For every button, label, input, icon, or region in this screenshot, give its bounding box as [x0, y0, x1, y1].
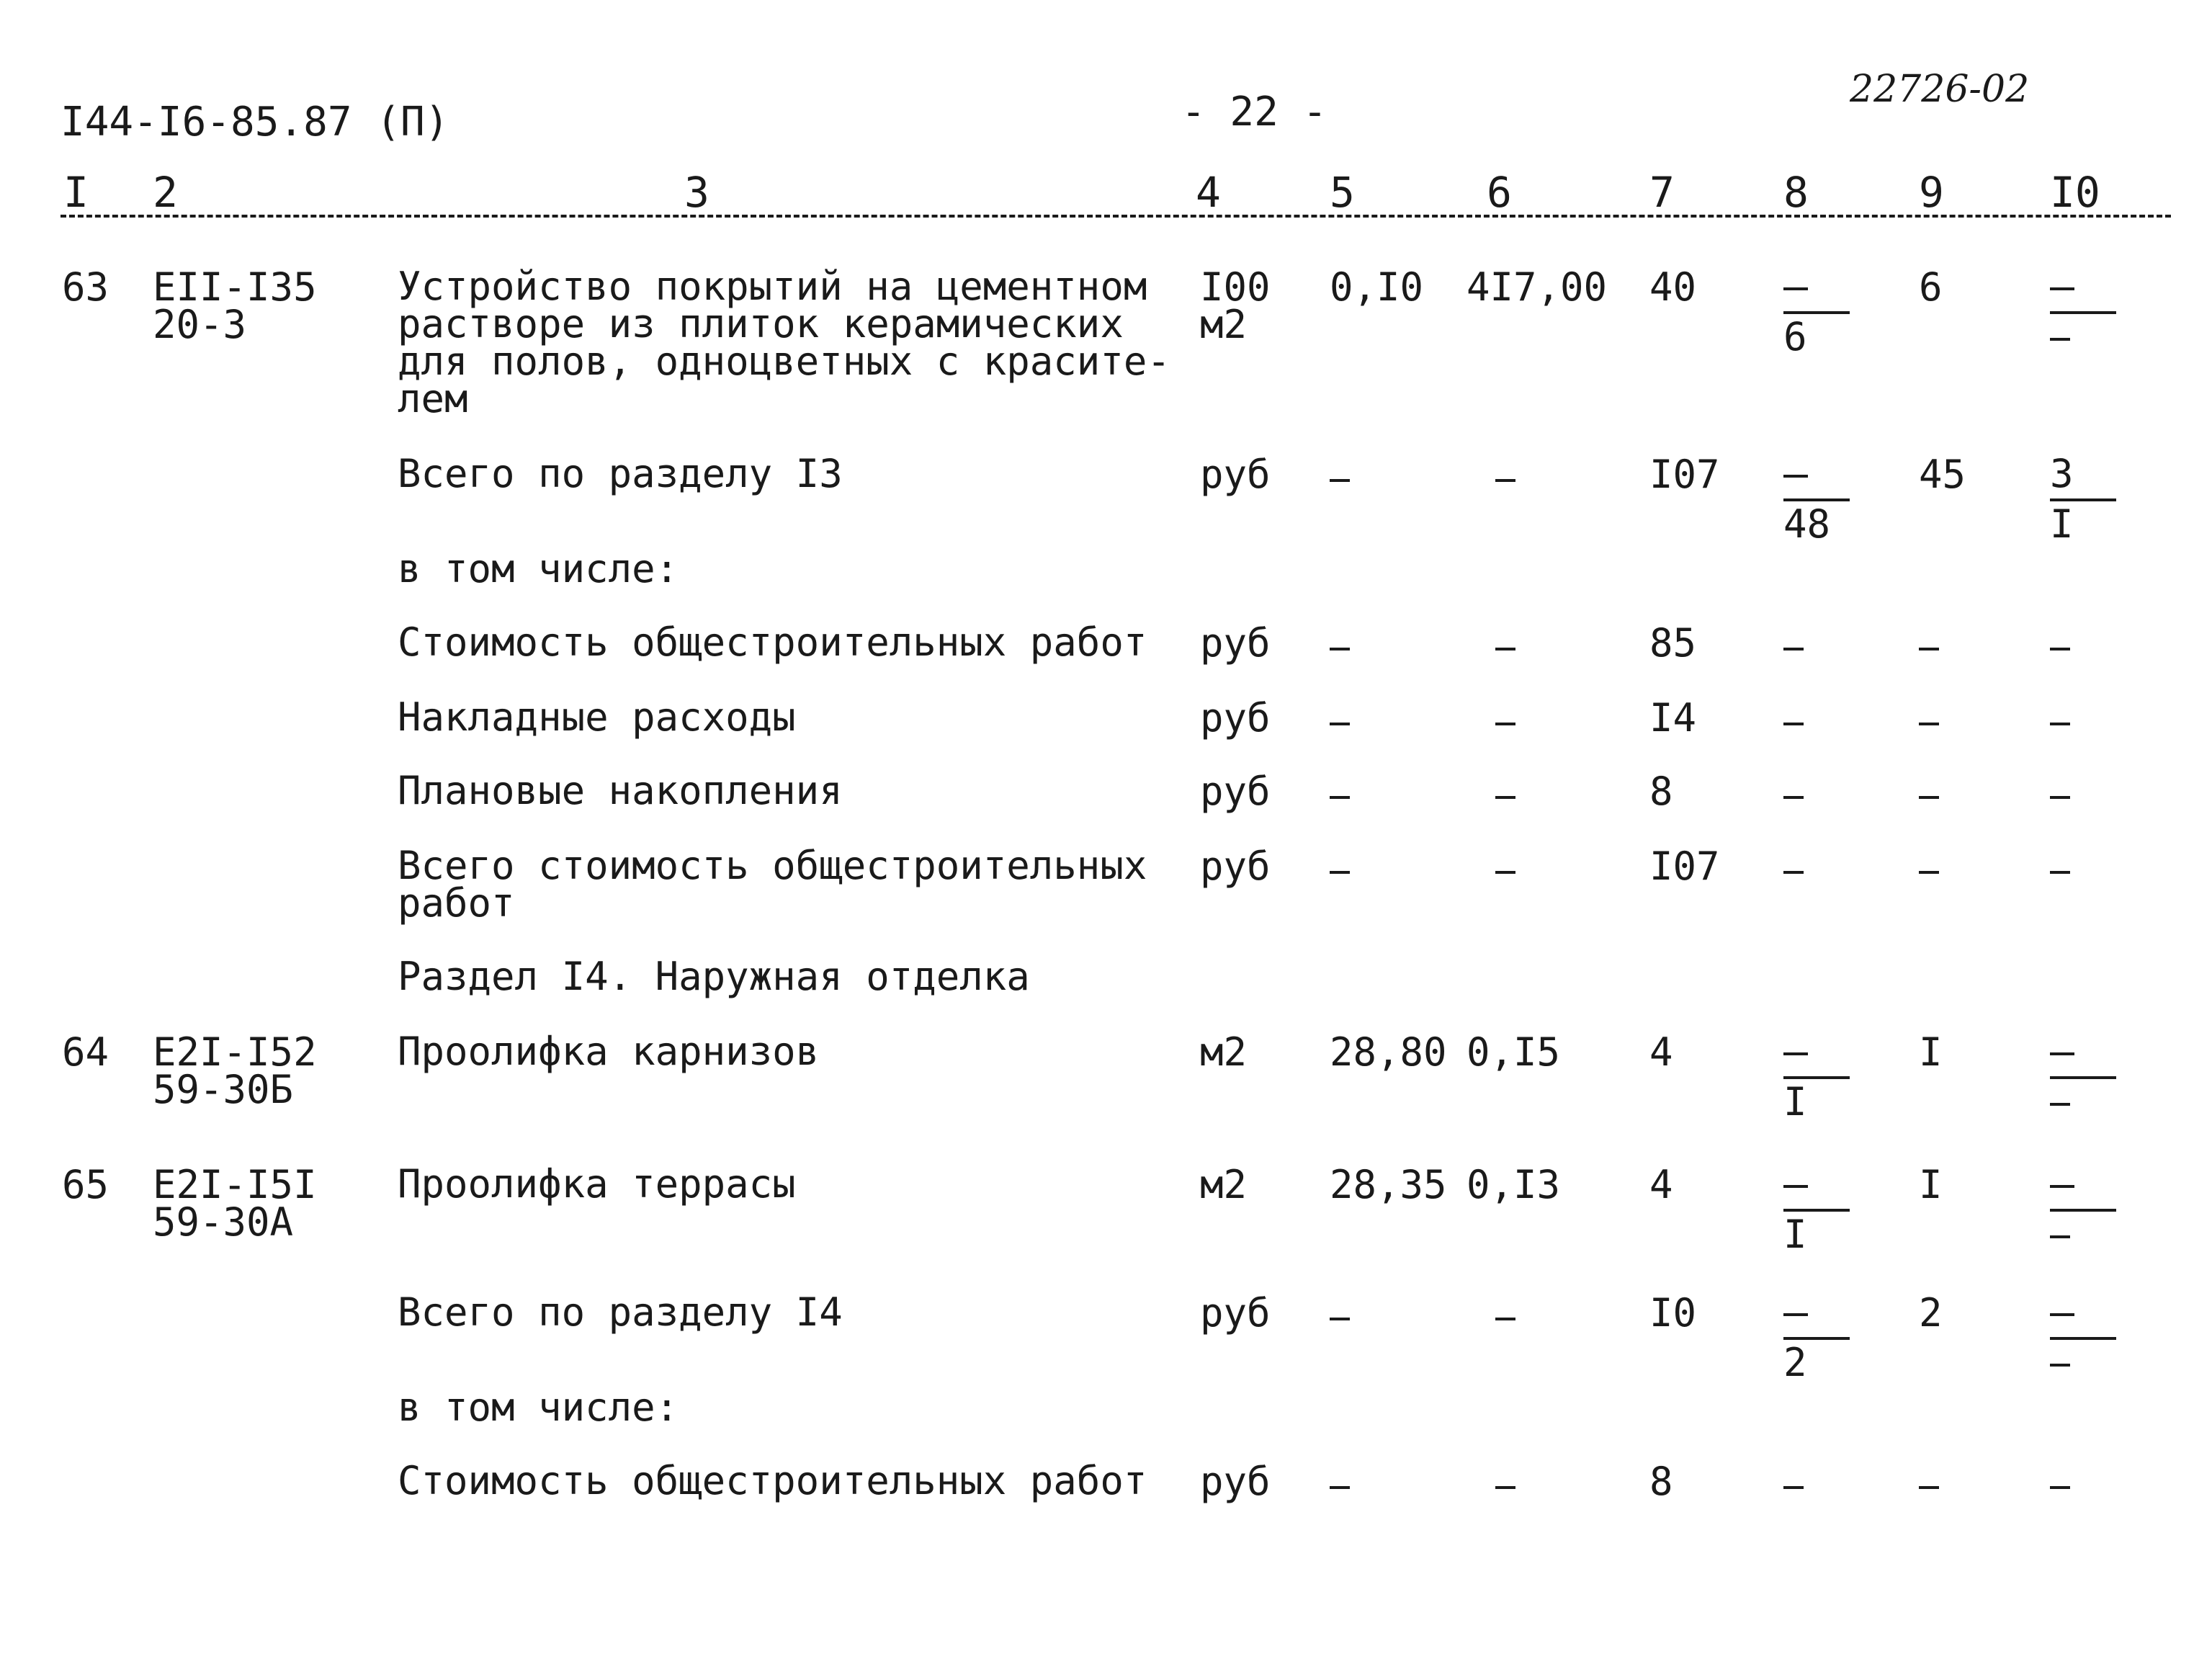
unit-price-dash [1495, 866, 1515, 877]
machine-wage-fraction-dash [2050, 866, 2070, 877]
machine-wage-fraction-numerator [2050, 1166, 2129, 1203]
wage-fraction-bar [1783, 1076, 1850, 1079]
machine-wage-fraction-denominator: I [2050, 501, 2074, 547]
unit-price-dash [1495, 791, 1515, 802]
unit-price-dash [1495, 1481, 1515, 1493]
machine-wage-fraction-bar [2050, 1076, 2116, 1079]
wage-fraction-denominator: 48 [1783, 501, 1831, 547]
unit-price-dash [1495, 474, 1515, 486]
machine-wage-fraction-denominator [2050, 1344, 2129, 1382]
row-number: 65 [62, 1162, 109, 1207]
work-description: Всего по разделу I4 [398, 1289, 843, 1335]
wage-fraction-dash [1783, 717, 1804, 729]
wage-fraction-denominator: I [1783, 1079, 1807, 1124]
machine-cost-dash [1919, 866, 1939, 877]
unit-price: 0,I5 [1467, 1029, 1561, 1075]
unit-of-measure: руб [1200, 695, 1271, 741]
total-cost: 4 [1649, 1162, 1673, 1207]
wage-fraction-dash [1783, 1481, 1804, 1493]
rate-code: 20-3 [153, 302, 247, 347]
column-number: 6 [1487, 168, 1512, 217]
wage-fraction-bar [1783, 1209, 1850, 1212]
total-cost: 40 [1649, 264, 1697, 310]
total-cost: 8 [1649, 769, 1673, 814]
rate-code: E2I-I52 [153, 1029, 317, 1075]
work-description: Раздел I4. Наружная отделка [398, 954, 1030, 999]
rate-code: 59-30Б [153, 1067, 294, 1112]
machine-wage-fraction-denominator [2050, 1083, 2129, 1121]
unit-of-measure: руб [1200, 1290, 1271, 1336]
wage-fraction-denominator: 2 [1783, 1340, 1807, 1385]
quantity: 0,I0 [1330, 264, 1424, 310]
row-number: 63 [62, 264, 109, 310]
wage-fraction-numerator [1783, 455, 1863, 493]
total-cost: I07 [1649, 844, 1720, 889]
total-cost: I4 [1649, 695, 1697, 741]
quantity-dash [1330, 643, 1350, 654]
machine-cost-dash [1919, 717, 1939, 729]
wage-fraction-numerator [1783, 1166, 1863, 1203]
machine-wage-fraction [2050, 268, 2129, 356]
machine-wage-fraction-numerator [2050, 268, 2129, 305]
wage-fraction-numerator [1783, 268, 1863, 305]
column-number: 4 [1196, 168, 1221, 217]
wage-fraction-bar [1783, 498, 1850, 501]
wage-fraction-numerator [1783, 1033, 1863, 1070]
column-number: 3 [684, 168, 709, 217]
wage-fraction [1783, 1033, 1863, 1124]
unit-of-measure: руб [1200, 769, 1271, 814]
rate-code: EII-I35 [153, 264, 317, 310]
quantity-dash [1330, 474, 1350, 486]
total-cost: I0 [1649, 1290, 1697, 1336]
quantity-dash [1330, 1313, 1350, 1324]
wage-fraction-numerator [1783, 1294, 1863, 1331]
work-description: в том числе: [398, 546, 679, 591]
total-cost: 4 [1649, 1029, 1673, 1075]
machine-wage-fraction-dash [2050, 791, 2070, 802]
machine-wage-fraction-bar [2050, 498, 2116, 501]
work-description: Всего стоимость общестроительных работ [398, 843, 1147, 926]
page-number: - 22 - [1181, 89, 1327, 135]
work-description: Устройство покрытий на цементном растворе из плиток керамических для полов, одноцветных с красите-лем [398, 264, 1170, 421]
machine-wage-fraction [2050, 1033, 2129, 1121]
machine-wage-fraction-numerator [2050, 1294, 2129, 1331]
machine-cost: 2 [1919, 1290, 1943, 1336]
work-description: Всего по разделу I3 [398, 451, 843, 496]
wage-fraction [1783, 268, 1863, 359]
machine-cost: I [1919, 1029, 1943, 1075]
unit-price: 0,I3 [1467, 1162, 1561, 1207]
header-divider [61, 215, 2171, 218]
machine-wage-fraction-numerator [2050, 1033, 2129, 1070]
machine-cost: I [1919, 1162, 1943, 1207]
machine-wage-fraction-bar [2050, 1209, 2116, 1212]
unit-of-measure: м2 [1200, 1029, 1248, 1075]
column-number: 8 [1783, 168, 1809, 217]
rate-code: E2I-I5I [153, 1162, 317, 1207]
machine-wage-fraction-bar [2050, 311, 2116, 314]
column-number: 7 [1649, 168, 1675, 217]
column-number: 5 [1330, 168, 1355, 217]
unit-price-dash [1495, 1313, 1515, 1324]
rate-code: 59-30А [153, 1199, 294, 1245]
unit-of-measure: м2 [1200, 302, 1248, 347]
unit-of-measure: руб [1200, 620, 1271, 666]
unit-of-measure: руб [1200, 844, 1271, 889]
machine-cost: 6 [1919, 264, 1943, 310]
column-number: 2 [153, 168, 178, 217]
unit-of-measure: руб [1200, 452, 1271, 497]
quantity-dash [1330, 1481, 1350, 1493]
machine-wage-fraction-dash [2050, 643, 2070, 654]
wage-fraction-dash [1783, 866, 1804, 877]
unit-of-measure: руб [1200, 1459, 1271, 1504]
unit-price-dash [1495, 717, 1515, 729]
quantity: 28,80 [1330, 1029, 1447, 1075]
column-number: 9 [1919, 168, 1944, 217]
quantity: 28,35 [1330, 1162, 1447, 1207]
work-description: Плановые накопления [398, 768, 843, 813]
total-cost: 8 [1649, 1459, 1673, 1504]
work-description: Накладные расходы [398, 694, 796, 740]
total-cost: I07 [1649, 452, 1720, 497]
work-description: в том числе: [398, 1385, 679, 1430]
machine-wage-fraction [2050, 1166, 2129, 1253]
wage-fraction-denominator: I [1783, 1212, 1807, 1257]
unit-of-measure: м2 [1200, 1162, 1248, 1207]
machine-cost-dash [1919, 643, 1939, 654]
wage-fraction-denominator: 6 [1783, 314, 1807, 359]
quantity-dash [1330, 866, 1350, 877]
machine-cost-dash [1919, 1481, 1939, 1493]
unit-of-measure: I00 [1200, 264, 1271, 310]
machine-wage-fraction-numerator: 3 [2050, 451, 2074, 496]
column-number: I0 [2050, 168, 2100, 217]
machine-wage-fraction-denominator [2050, 1216, 2129, 1253]
archive-number: 22726-02 [1850, 68, 2030, 111]
machine-wage-fraction [2050, 451, 2129, 547]
work-description: Проолифка террасы [398, 1161, 796, 1207]
wage-fraction-bar [1783, 1337, 1850, 1340]
machine-wage-fraction-bar [2050, 1337, 2116, 1340]
work-description: Проолифка карнизов [398, 1029, 820, 1074]
wage-fraction-dash [1783, 791, 1804, 802]
unit-price: 4I7,00 [1467, 264, 1608, 310]
wage-fraction [1783, 1294, 1863, 1385]
machine-cost-dash [1919, 791, 1939, 802]
document-code: I44-I6-85.87 (П) [61, 99, 449, 146]
row-number: 64 [62, 1029, 109, 1075]
column-number: I [63, 168, 89, 217]
wage-fraction-dash [1783, 643, 1804, 654]
work-description: Стоимость общестроительных работ [398, 620, 1147, 665]
machine-cost: 45 [1919, 452, 1966, 497]
quantity-dash [1330, 791, 1350, 802]
wage-fraction [1783, 1166, 1863, 1257]
machine-wage-fraction-dash [2050, 1481, 2070, 1493]
quantity-dash [1330, 717, 1350, 729]
machine-wage-fraction-denominator [2050, 318, 2129, 356]
machine-wage-fraction [2050, 1294, 2129, 1382]
machine-wage-fraction-dash [2050, 717, 2070, 729]
work-description: Стоимость общестроительных работ [398, 1458, 1147, 1503]
unit-price-dash [1495, 643, 1515, 654]
total-cost: 85 [1649, 620, 1697, 666]
wage-fraction-bar [1783, 311, 1850, 314]
wage-fraction [1783, 455, 1863, 547]
